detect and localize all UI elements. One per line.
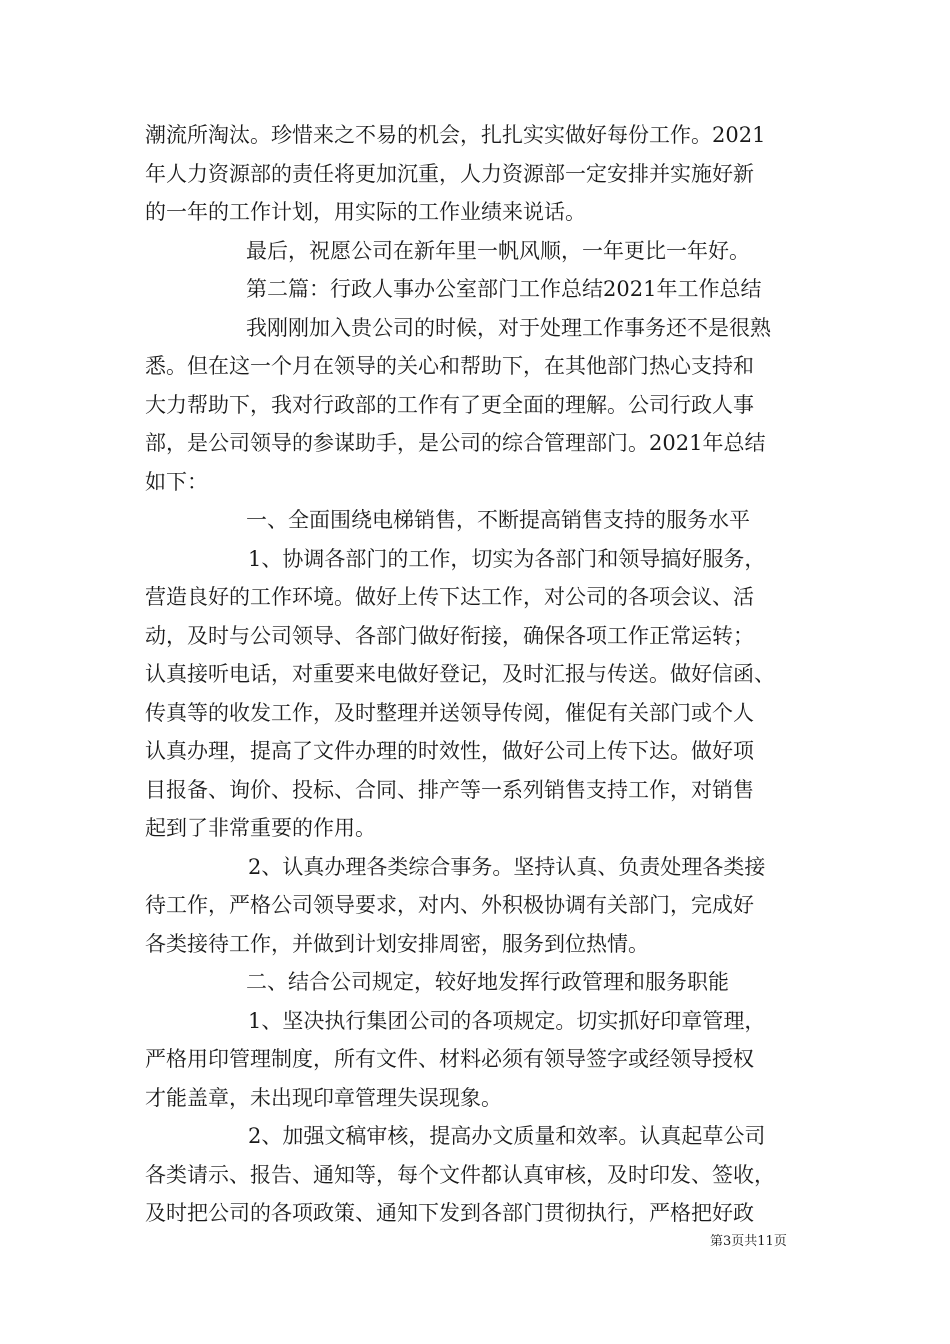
text-line: 目报备、询价、投标、合同、排产等一系列销售支持工作，对销售: [145, 777, 754, 802]
text-line: 潮流所淘汰。珍惜来之不易的机会，扎扎实实做好每份工作。2021: [145, 123, 766, 147]
subheading: 一、全面围绕电梯销售，不断提高销售支持的服务水平: [246, 508, 750, 532]
text-line: 1、坚决执行集团公司的各项规定。切实抓好印章管理，: [248, 1008, 766, 1033]
text-line: 动，及时与公司领导、各部门做好衔接，确保各项工作正常运转；: [145, 623, 754, 648]
text-line: 悉。但在这一个月在领导的关心和帮助下，在其他部门热心支持和: [145, 354, 754, 378]
subheading: 二、结合公司规定，较好地发挥行政管理和服务职能: [246, 970, 729, 994]
text-line: 大力帮助下，我对行政部的工作有了更全面的理解。公司行政人事: [145, 392, 754, 417]
text-line: 及时把公司的各项政策、通知下发到各部门贯彻执行，严格把好政: [145, 1201, 754, 1225]
text-line: 2、认真办理各类综合事务。坚持认真、负责处理各类接: [248, 854, 766, 879]
text-line: 营造良好的工作环境。做好上传下达工作，对公司的各项会议、活: [145, 585, 754, 609]
text-line: 才能盖章，未出现印章管理失误现象。: [145, 1085, 502, 1110]
text-line: 起到了非常重要的作用。: [145, 816, 376, 840]
text-line: 如下：: [145, 469, 208, 494]
text-line: 1、协调各部门的工作，切实为各部门和领导搞好服务，: [248, 546, 766, 571]
text-line: 各类接待工作，并做到计划安排周密，服务到位热情。: [145, 931, 649, 956]
text-line: 的一年的工作计划，用实际的工作业绩来说话。: [145, 200, 586, 224]
body-text: [145, 116, 810, 1233]
text-line: 传真等的收发工作，及时整理并送领导传阅，催促有关部门或个人: [145, 700, 754, 725]
text-line: 认真接听电话，对重要来电做好登记，及时汇报与传送。做好信函、: [145, 662, 775, 686]
text-line: 年人力资源部的责任将更加沉重，人力资源部一定安排并实施好新: [145, 161, 754, 186]
text-line: 认真办理，提高了文件办理的时效性，做好公司上传下达。做好项: [145, 739, 754, 763]
text-line: 我刚刚加入贵公司的时候，对于处理工作事务还不是很熟: [246, 315, 771, 340]
section-heading: 第二篇：行政人事办公室部门工作总结2021年工作总结: [246, 277, 762, 301]
text-line: 2、加强文稿审核，提高办文质量和效率。认真起草公司: [248, 1124, 766, 1148]
text-line: 严格用印管理制度，所有文件、材料必须有领导签字或经领导授权: [145, 1047, 754, 1071]
closing-paragraph: 最后，祝愿公司在新年里一帆风顺，一年更比一年好。: [246, 238, 750, 263]
text-line: 待工作，严格公司领导要求，对内、外积极协调有关部门，完成好: [145, 893, 754, 917]
page-number: 第3页共11页: [710, 1234, 787, 1249]
text-line: 各类请示、报告、通知等，每个文件都认真审核，及时印发、签收，: [145, 1162, 775, 1187]
text-line: 部，是公司领导的参谋助手，是公司的综合管理部门。2021年总结: [145, 431, 766, 455]
